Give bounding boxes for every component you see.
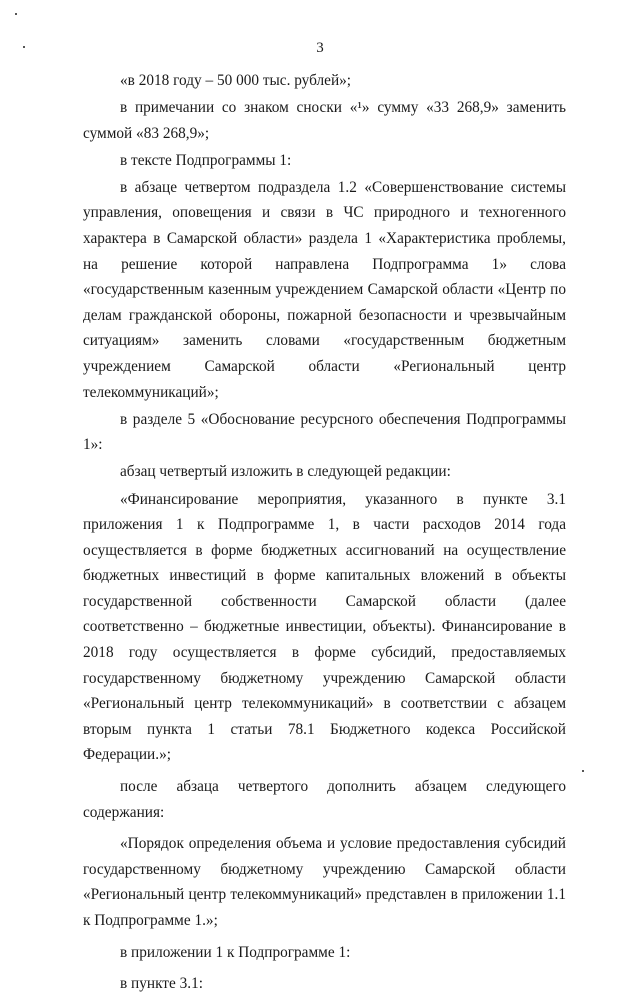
paragraph: «Порядок определения объема и условие предоставления субсидий государственному бюджетному учреждению Самарской области «Региональный центр телекоммуникаций» представлен в приложении 1.1 к Подпрограмме 1.»; bbox=[83, 835, 566, 929]
paragraph: «в 2018 году – 50 000 тыс. рублей»; bbox=[120, 72, 352, 89]
paragraph: после абзаца четвертого дополнить абзацем следующего содержания: bbox=[83, 778, 566, 821]
paragraph: в примечании со знаком сноски «¹» сумму «33 268,9» заменить суммой «83 268,9»; bbox=[83, 99, 566, 142]
paragraph: в пункте 3.1: bbox=[120, 975, 203, 993]
scan-speck bbox=[15, 13, 17, 15]
document-body bbox=[83, 68, 566, 998]
scan-speck bbox=[582, 770, 584, 772]
paragraph: в абзаце четвертом подраздела 1.2 «Совершенствование системы управления, оповещения и связи в ЧС природного и техногенного характера в Самарской области» раздела 1 «Характеристика проблемы, на решение которой направлена Подпрограмма 1» слова «государственным казенным учреждением Самарской области «Центр по делам гражданской обороны, пожарной безопасности и чрезвычайным ситуациям» заменить словами «государственным бюджетным учреждением Самарской области «Региональный центр телекоммуникаций»; bbox=[83, 178, 566, 401]
paragraph: в приложении 1 к Подпрограмме 1: bbox=[120, 943, 351, 961]
paragraph: абзац четвертый изложить в следующей редакции: bbox=[120, 463, 451, 481]
paragraph: в тексте Подпрограммы 1: bbox=[120, 151, 292, 169]
paragraph: в разделе 5 «Обоснование ресурсного обеспечения Подпрограммы 1»: bbox=[83, 410, 566, 454]
page-number: 3 bbox=[316, 40, 324, 56]
paragraph: «Финансирование мероприятия, указанного в пункте 3.1 приложения 1 к Подпрограмме 1, в части расходов 2014 года осуществляется в форме бюджетных ассигнований на осуществление бюджетных инвестиций в форме капитальных вложений в объекты государственной собственности Самарской области (далее соответственно – бюджетные инвестиции, объекты). Финансирование в 2018 году осуществляется в форме субсидий, предоставляемых государственному бюджетному учреждению Самарской области «Региональный центр телекоммуникаций» в соответствии с абзацем вторым пункта 1 статьи 78.1 Бюджетного кодекса Российской Федерации.»; bbox=[83, 490, 566, 764]
